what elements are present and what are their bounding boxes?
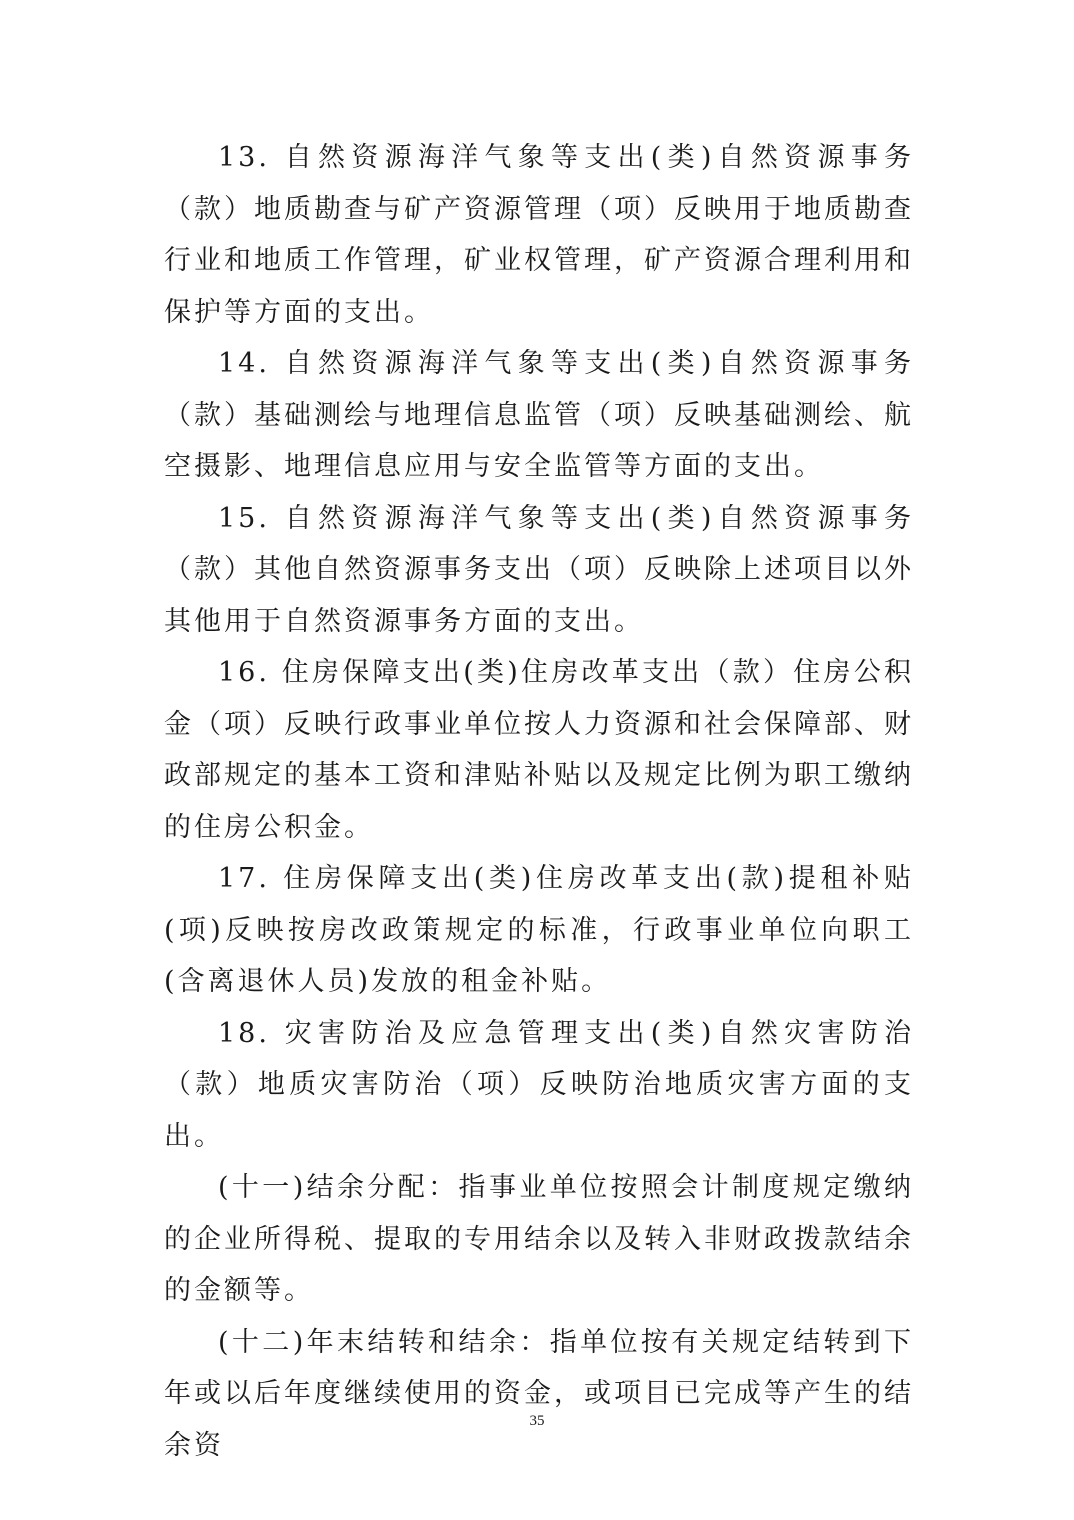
page-number: 35 (529, 1413, 545, 1429)
paragraph-16: 16. 住房保障支出(类)住房改革支出（款）住房公积金（项）反映行政事业单位按人力资源和社会保障部、财政部规定的基本工资和津贴补贴以及规定比例为职工缴纳的住房公积金。 (164, 657, 914, 843)
paragraph-17: 17. 住房保障支出(类)住房改革支出(款)提租补贴(项)反映按房改政策规定的标准，行政事业单位向职工(含离退休人员)发放的租金补贴。 (164, 863, 914, 997)
paragraph-15: 15. 自然资源海洋气象等支出(类)自然资源事务（款）其他自然资源事务支出（项）反映除上述项目以外其他用于自然资源事务方面的支出。 (164, 502, 914, 637)
paragraph-14: 14. 自然资源海洋气象等支出(类)自然资源事务（款）基础测绘与地理信息监管（项）反映基础测绘、航空摄影、地理信息应用与安全监管等方面的支出。 (164, 348, 914, 482)
paragraph-section-12: (十二)年末结转和结余：指单位按有关规定结转到下年或以后年度继续使用的资金，或项目已完成等产生的结余资 (164, 1326, 914, 1461)
paragraph-13: 13. 自然资源海洋气象等支出(类)自然资源事务（款）地质勘查与矿产资源管理（项）反映用于地质勘查行业和地质工作管理，矿业权管理，矿产资源合理利用和保护等方面的支出。 (164, 142, 914, 328)
document-body (164, 132, 914, 1471)
paragraph-section-11: (十一)结余分配：指事业单位按照会计制度规定缴纳的企业所得税、提取的专用结余以及转入非财政拨款结余的金额等。 (164, 1172, 914, 1306)
paragraph-18: 18. 灾害防治及应急管理支出(类)自然灾害防治（款）地质灾害防治（项）反映防治地质灾害方面的支出。 (164, 1017, 914, 1152)
